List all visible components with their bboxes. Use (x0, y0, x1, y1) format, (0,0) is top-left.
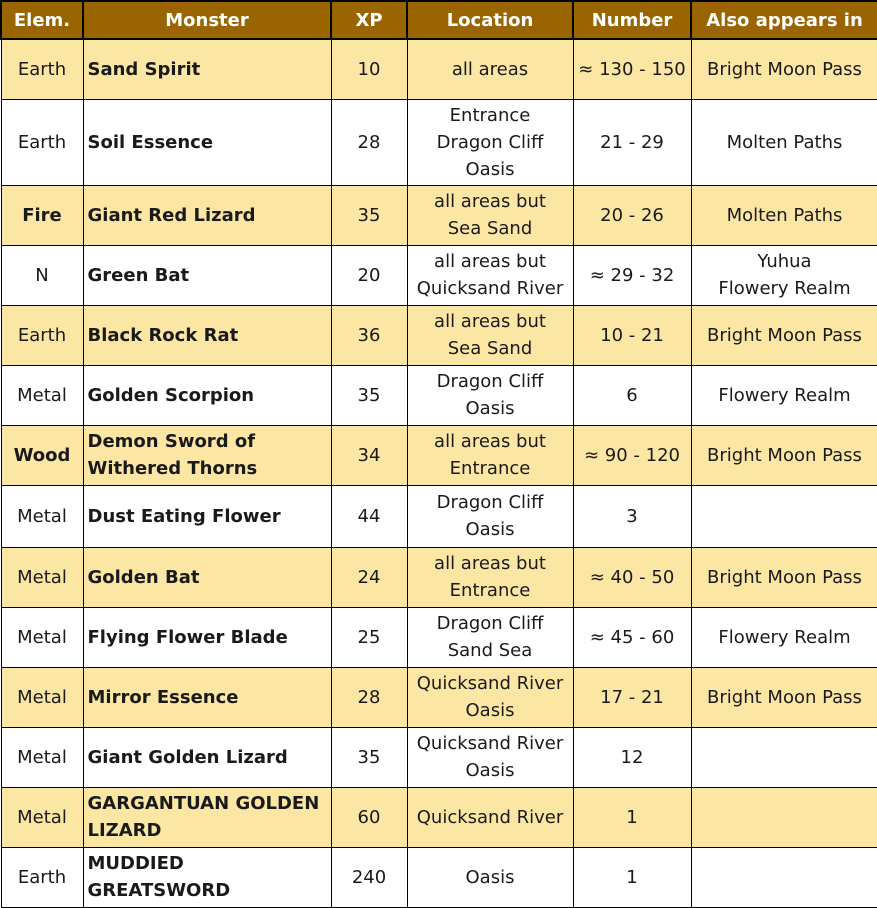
monster-cell: Soil Essence (83, 99, 331, 185)
xp-cell: 60 (331, 787, 407, 847)
number-cell: 6 (573, 365, 691, 425)
header-number: Number (573, 1, 691, 39)
also-appears-in-cell (691, 547, 877, 607)
location-cell-line: Entrance (449, 580, 531, 601)
monster-cell: Black Rock Rat (83, 305, 331, 365)
header-xp: XP (331, 1, 407, 39)
also-appears-in-cell-line: Flowery Realm (718, 278, 851, 299)
monster-cell: Giant Red Lizard (83, 185, 331, 245)
location-cell-line: Entrance (449, 458, 531, 479)
also-appears-in-cell-line: Bright Moon Pass (707, 444, 862, 466)
number-cell: 12 (573, 727, 691, 787)
element-cell: Metal (1, 365, 83, 425)
location-cell (407, 727, 573, 787)
number-cell: 1 (573, 847, 691, 907)
location-cell (407, 185, 573, 245)
xp-cell: 34 (331, 425, 407, 485)
location-cell (407, 245, 573, 305)
location-cell-line: all areas but (434, 431, 546, 452)
monster-cell: Sand Spirit (83, 39, 331, 99)
also-appears-in-cell-line: Flowery Realm (718, 384, 851, 406)
monster-cell: MUDDIED GREATSWORD (83, 847, 331, 907)
also-appears-in-cell (691, 245, 877, 305)
also-appears-in-cell (691, 667, 877, 727)
table-row (1, 99, 877, 185)
number-cell: ≈ 90 - 120 (573, 425, 691, 485)
location-cell-line: Quicksand River (416, 278, 564, 299)
header-location: Location (407, 1, 573, 39)
location-cell (407, 607, 573, 667)
element-cell: Metal (1, 607, 83, 667)
xp-cell: 20 (331, 245, 407, 305)
xp-cell: 35 (331, 185, 407, 245)
location-cell-line: Sea Sand (447, 218, 533, 239)
location-cell-line: all areas but (434, 251, 546, 272)
also-appears-in-cell (691, 847, 877, 907)
element-cell: Metal (1, 727, 83, 787)
element-cell: N (1, 245, 83, 305)
location-cell-line: all areas (451, 58, 529, 80)
table-row (1, 547, 877, 607)
monster-cell: Flying Flower Blade (83, 607, 331, 667)
also-appears-in-cell (691, 787, 877, 847)
monster-cell: Giant Golden Lizard (83, 727, 331, 787)
monster-cell: Demon Sword of Withered Thorns (83, 425, 331, 485)
location-cell (407, 39, 573, 99)
xp-cell: 35 (331, 365, 407, 425)
table-row (1, 787, 877, 847)
header-also-appears-in: Also appears in (691, 1, 877, 39)
also-appears-in-cell-line: Bright Moon Pass (707, 58, 862, 80)
also-appears-in-cell (691, 485, 877, 547)
table-row (1, 485, 877, 547)
table-row (1, 185, 877, 245)
location-cell-line: Oasis (465, 866, 515, 888)
element-cell: Earth (1, 847, 83, 907)
location-cell (407, 305, 573, 365)
number-cell: 20 - 26 (573, 185, 691, 245)
also-appears-in-cell-line: Bright Moon Pass (707, 566, 862, 588)
location-cell-line: Oasis (465, 700, 515, 721)
location-cell-line: Oasis (465, 398, 515, 419)
also-appears-in-cell (691, 185, 877, 245)
table-row (1, 425, 877, 485)
xp-cell: 240 (331, 847, 407, 907)
location-cell-line: Oasis (465, 760, 515, 781)
xp-cell: 36 (331, 305, 407, 365)
location-cell-line: Quicksand River (416, 733, 564, 754)
table-row (1, 847, 877, 907)
monster-cell: Golden Bat (83, 547, 331, 607)
number-cell: ≈ 40 - 50 (573, 547, 691, 607)
location-cell-line: Sea Sand (447, 338, 533, 359)
table-row (1, 727, 877, 787)
location-cell (407, 425, 573, 485)
location-cell (407, 847, 573, 907)
location-cell-line: all areas but (434, 191, 546, 212)
location-cell-line: Sand Sea (447, 640, 533, 661)
monster-cell: Golden Scorpion (83, 365, 331, 425)
also-appears-in-cell (691, 727, 877, 787)
monster-cell: Green Bat (83, 245, 331, 305)
header-elem: Elem. (1, 1, 83, 39)
table-row (1, 39, 877, 99)
also-appears-in-cell-line: Bright Moon Pass (707, 324, 862, 346)
xp-cell: 10 (331, 39, 407, 99)
element-cell: Earth (1, 305, 83, 365)
also-appears-in-cell (691, 365, 877, 425)
xp-cell: 24 (331, 547, 407, 607)
element-cell: Metal (1, 787, 83, 847)
xp-cell: 28 (331, 99, 407, 185)
number-cell: ≈ 29 - 32 (573, 245, 691, 305)
number-cell: 10 - 21 (573, 305, 691, 365)
location-cell-line: all areas but (434, 553, 546, 574)
number-cell: ≈ 130 - 150 (573, 39, 691, 99)
also-appears-in-cell (691, 425, 877, 485)
also-appears-in-cell-line: Molten Paths (726, 131, 843, 153)
also-appears-in-cell-line: Bright Moon Pass (707, 686, 862, 708)
element-cell: Earth (1, 99, 83, 185)
monster-cell: Mirror Essence (83, 667, 331, 727)
location-cell-line: Quicksand River (416, 806, 564, 828)
location-cell (407, 485, 573, 547)
table-row (1, 667, 877, 727)
monster-cell: GARGANTUAN GOLDEN LIZARD (83, 787, 331, 847)
number-cell: 17 - 21 (573, 667, 691, 727)
table-header (1, 1, 877, 39)
header-row (1, 1, 877, 39)
location-cell-line: Oasis (465, 519, 515, 540)
also-appears-in-cell (691, 39, 877, 99)
element-cell: Earth (1, 39, 83, 99)
also-appears-in-cell (691, 607, 877, 667)
element-cell: Metal (1, 485, 83, 547)
table-row (1, 245, 877, 305)
xp-cell: 25 (331, 607, 407, 667)
xp-cell: 44 (331, 485, 407, 547)
table-row (1, 365, 877, 425)
also-appears-in-cell-line: Yuhua (757, 251, 812, 272)
location-cell-line: Oasis (465, 158, 515, 180)
location-cell-line: all areas but (434, 311, 546, 332)
location-cell-line: Dragon Cliff (436, 613, 544, 634)
location-cell-line: Dragon Cliff (436, 492, 544, 513)
element-cell: Metal (1, 667, 83, 727)
number-cell: 1 (573, 787, 691, 847)
location-cell-line: Dragon Cliff (436, 131, 544, 153)
also-appears-in-cell-line: Molten Paths (726, 204, 843, 226)
location-cell (407, 787, 573, 847)
also-appears-in-cell (691, 99, 877, 185)
number-cell: 21 - 29 (573, 99, 691, 185)
table-body (1, 39, 877, 907)
table-row (1, 305, 877, 365)
number-cell: 3 (573, 485, 691, 547)
location-cell (407, 667, 573, 727)
location-cell (407, 547, 573, 607)
location-cell (407, 365, 573, 425)
location-cell-line: Quicksand River (416, 673, 564, 694)
element-cell: Metal (1, 547, 83, 607)
also-appears-in-cell (691, 305, 877, 365)
element-cell: Wood (1, 425, 83, 485)
element-cell: Fire (1, 185, 83, 245)
also-appears-in-cell-line: Flowery Realm (718, 626, 851, 648)
xp-cell: 28 (331, 667, 407, 727)
number-cell: ≈ 45 - 60 (573, 607, 691, 667)
header-monster: Monster (83, 1, 331, 39)
location-cell (407, 99, 573, 185)
location-cell-line: Entrance (449, 104, 531, 126)
monster-cell: Dust Eating Flower (83, 485, 331, 547)
location-cell-line: Dragon Cliff (436, 371, 544, 392)
table-row (1, 607, 877, 667)
xp-cell: 35 (331, 727, 407, 787)
